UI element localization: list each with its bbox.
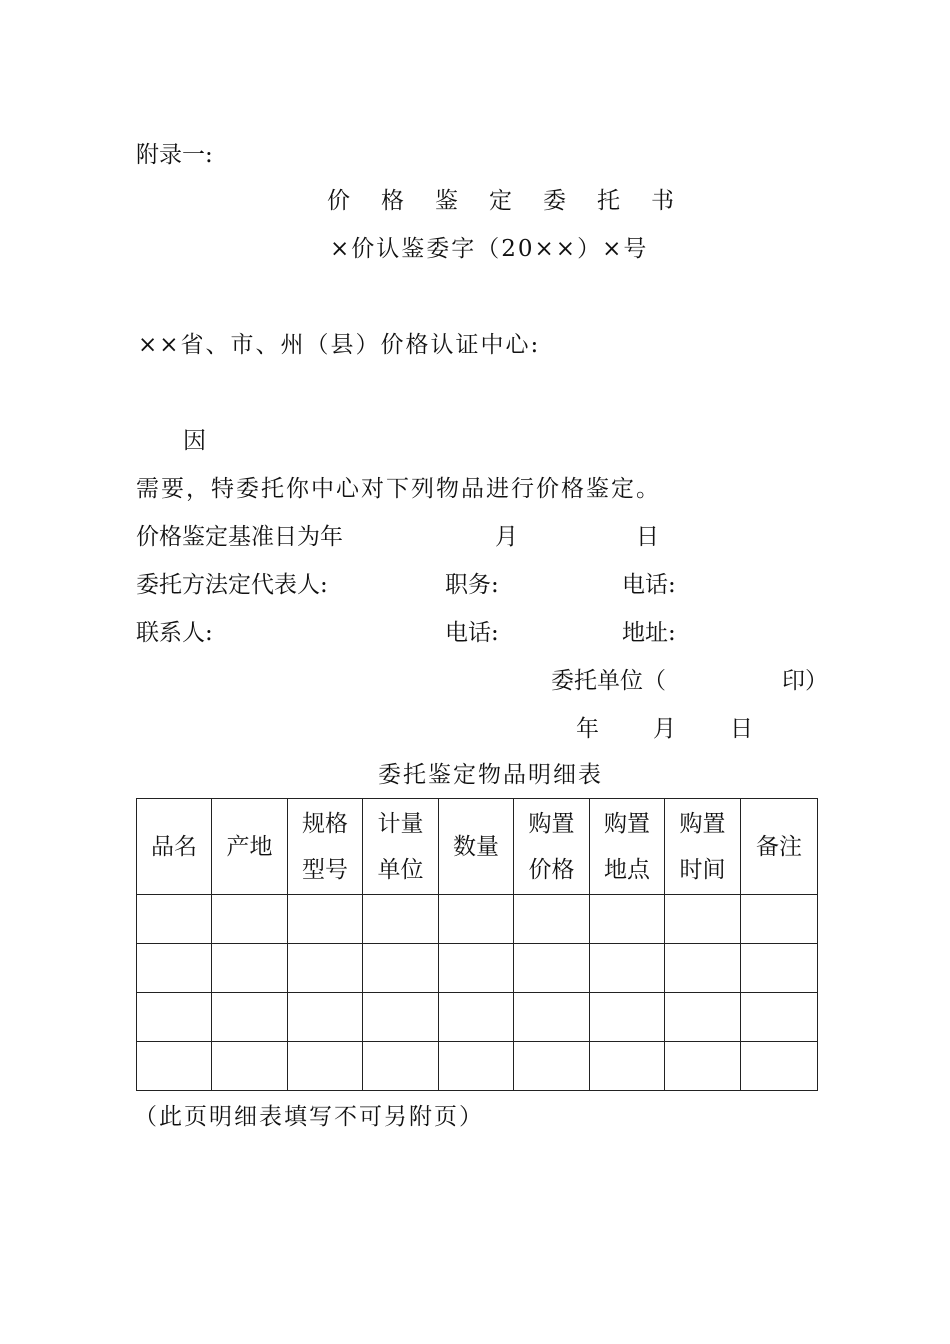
table-cell[interactable] xyxy=(590,1042,665,1091)
header-cell-spec xyxy=(288,799,363,895)
document-number: ×价认鉴委字（20××）×号 xyxy=(330,236,649,262)
base-date-month: 月 xyxy=(495,524,518,550)
title-char: 委 xyxy=(543,188,566,214)
header-text: 备注 xyxy=(756,833,802,860)
table-cell[interactable] xyxy=(665,1042,741,1091)
table-title: 委托鉴定物品明细表 xyxy=(378,762,603,788)
title-char: 书 xyxy=(651,188,674,214)
header-text: 数量 xyxy=(453,833,499,860)
addressee: ××省、市、州（县）价格认证中心: xyxy=(138,332,541,358)
table-cell[interactable] xyxy=(363,993,439,1042)
table-cell[interactable] xyxy=(363,944,439,993)
reason-prefix: 因 xyxy=(183,428,206,454)
table-cell[interactable] xyxy=(137,1042,212,1091)
signature-month: 月 xyxy=(653,716,676,742)
header-cell-purchase-time xyxy=(665,799,741,895)
table-cell[interactable] xyxy=(439,944,514,993)
table-cell[interactable] xyxy=(514,895,590,944)
base-date-day: 日 xyxy=(636,524,659,550)
header-cell-quantity xyxy=(439,799,514,895)
contact-address: 地址: xyxy=(622,620,676,646)
table-cell[interactable] xyxy=(514,1042,590,1091)
title-char: 价 xyxy=(327,188,350,214)
table-cell[interactable] xyxy=(741,895,818,944)
table-cell[interactable] xyxy=(212,895,288,944)
signature-unit-close: 印） xyxy=(782,668,828,694)
table-cell[interactable] xyxy=(665,944,741,993)
header-cell-unit xyxy=(363,799,439,895)
header-text: 品名 xyxy=(151,833,197,860)
table-cell[interactable] xyxy=(665,895,741,944)
table-cell[interactable] xyxy=(590,993,665,1042)
table-cell[interactable] xyxy=(288,895,363,944)
legal-rep-label: 委托方法定代表人: xyxy=(136,572,328,598)
table-cell[interactable] xyxy=(590,895,665,944)
table-cell[interactable] xyxy=(288,1042,363,1091)
header-text: 规格 xyxy=(302,810,348,837)
header-cell-purchase-place xyxy=(590,799,665,895)
base-date-label: 价格鉴定基准日为年 xyxy=(136,524,343,550)
signature-unit-open: 委托单位（ xyxy=(551,668,666,694)
table-cell[interactable] xyxy=(363,895,439,944)
table-cell[interactable] xyxy=(212,944,288,993)
table-cell[interactable] xyxy=(363,1042,439,1091)
item-detail-table xyxy=(136,798,818,1091)
table-cell[interactable] xyxy=(439,1042,514,1091)
header-text: 型号 xyxy=(302,856,348,883)
table-cell[interactable] xyxy=(212,993,288,1042)
title-char: 格 xyxy=(381,188,404,214)
table-cell[interactable] xyxy=(137,944,212,993)
table-cell[interactable] xyxy=(137,895,212,944)
table-cell[interactable] xyxy=(665,993,741,1042)
header-cell-name xyxy=(137,799,212,895)
table-header-row xyxy=(137,799,818,895)
signature-year: 年 xyxy=(576,716,599,742)
header-cell-remarks xyxy=(741,799,818,895)
table-cell[interactable] xyxy=(514,993,590,1042)
table-row xyxy=(137,895,818,944)
signature-day: 日 xyxy=(730,716,753,742)
document-title xyxy=(327,186,674,216)
legal-rep-phone: 电话: xyxy=(622,572,676,598)
table-cell[interactable] xyxy=(288,944,363,993)
table-cell[interactable] xyxy=(741,993,818,1042)
table-cell[interactable] xyxy=(439,895,514,944)
header-text: 计量 xyxy=(377,810,424,837)
request-text: 需要，特委托你中心对下列物品进行价格鉴定。 xyxy=(136,476,661,502)
header-text: 时间 xyxy=(679,856,726,883)
table-row xyxy=(137,1042,818,1091)
title-char: 定 xyxy=(489,188,512,214)
title-char: 托 xyxy=(597,188,620,214)
table-row xyxy=(137,993,818,1042)
table-cell[interactable] xyxy=(137,993,212,1042)
table-row xyxy=(137,944,818,993)
table-cell[interactable] xyxy=(741,944,818,993)
header-text: 价格 xyxy=(528,856,575,883)
contact-phone: 电话: xyxy=(445,620,499,646)
legal-rep-position: 职务: xyxy=(445,572,499,598)
table-cell[interactable] xyxy=(288,993,363,1042)
title-char: 鉴 xyxy=(435,188,458,214)
header-text: 购置 xyxy=(679,810,726,837)
appendix-label: 附录一: xyxy=(136,142,213,168)
table-cell[interactable] xyxy=(590,944,665,993)
table-cell[interactable] xyxy=(439,993,514,1042)
header-cell-origin xyxy=(212,799,288,895)
table-footnote: （此页明细表填写不可另附页） xyxy=(134,1104,484,1130)
header-text: 购置 xyxy=(528,810,575,837)
header-text: 产地 xyxy=(226,833,273,860)
table-cell[interactable] xyxy=(212,1042,288,1091)
header-text: 购置 xyxy=(604,810,650,837)
header-cell-purchase-price xyxy=(514,799,590,895)
table-cell[interactable] xyxy=(514,944,590,993)
contact-label: 联系人: xyxy=(136,620,213,646)
header-text: 单位 xyxy=(377,856,424,883)
header-text: 地点 xyxy=(604,856,650,883)
table-cell[interactable] xyxy=(741,1042,818,1091)
